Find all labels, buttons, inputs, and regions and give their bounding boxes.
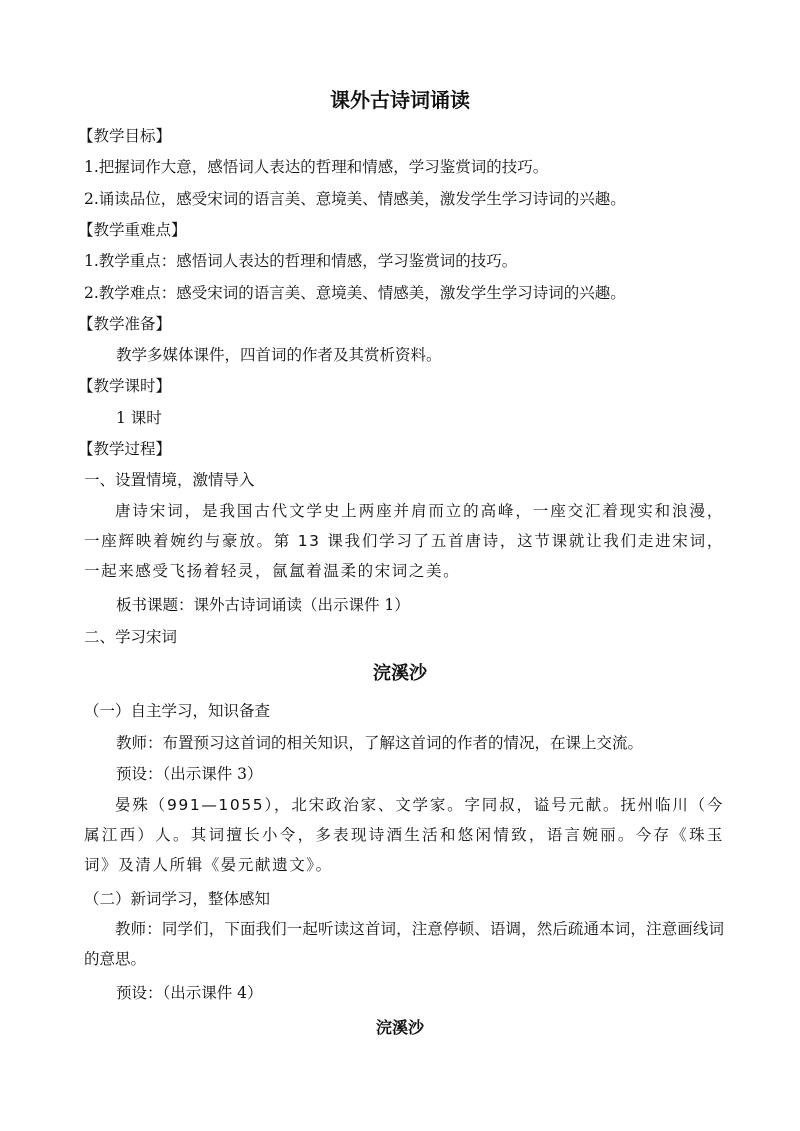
key-point-2: 2.教学难点：感受宋词的语言美、意境美、情感美，激发学生学习诗词的兴趣。 (84, 284, 626, 302)
document-title: 课外古诗词诵读 (330, 88, 470, 112)
goals-heading: 【教学目标】 (78, 127, 172, 145)
preset-2: 预设：（出示课件 4） (116, 984, 263, 1002)
preset-1: 预设：（出示课件 3） (116, 765, 263, 783)
prep-text: 教学多媒体课件，四首词的作者及其赏析资料。 (116, 346, 442, 364)
key-point-1: 1.教学重点：感悟词人表达的哲理和情感，学习鉴赏词的技巧。 (84, 252, 518, 270)
teacher-1: 教师：布置预习这首词的相关知识，了解这首词的作者的情况，在课上交流。 (116, 734, 644, 752)
step-2-heading: 二、学习宋词 (84, 628, 178, 646)
poem-heading: 浣溪沙 (373, 663, 427, 684)
sub-2-heading: （二）新词学习，整体感知 (84, 890, 271, 908)
hours-text: 1 课时 (116, 409, 162, 427)
goal-2: 2.诵读品位，感受宋词的语言美、意境美、情感美，激发学生学习诗词的兴趣。 (84, 190, 626, 208)
teacher-2: 教师：同学们，下面我们一起听读这首词，注意停顿、语调，然后疏通本词，注意画线词的意思。 (84, 920, 724, 968)
step-1-heading: 一、设置情境，激情导入 (84, 471, 255, 489)
key-points-heading: 【教学重难点】 (78, 221, 187, 239)
sub-1-heading: （一）自主学习，知识备查 (84, 702, 271, 720)
goal-1: 1.把握词作大意，感悟词人表达的哲理和情感，学习鉴赏词的技巧。 (84, 158, 549, 176)
hours-heading: 【教学课时】 (78, 377, 172, 395)
author-bio: 晏殊（991—1055），北宋政治家、文学家。字同叔，谥号元献。抚州临川（今属江西）人。其词擅长小令，多表现诗酒生活和悠闲情致，语言婉丽。今存《珠玉词》及清人所辑《晏元献遗文》。 (84, 796, 724, 874)
poem-title-bottom: 浣溪沙 (375, 1018, 424, 1037)
intro-paragraph: 唐诗宋词，是我国古代文学史上两座并肩而立的高峰，一座交汇着现实和浪漫，一座辉映着婉约与豪放。第 13 课我们学习了五首唐诗，这节课就让我们走进宋词，一起来感受飞扬着轻灵，氤氲着温柔的宋词之美。 (84, 502, 724, 580)
prep-heading: 【教学准备】 (78, 315, 172, 333)
process-heading: 【教学过程】 (78, 440, 172, 458)
board-title: 板书课题：课外古诗词诵读（出示课件 1） (116, 596, 410, 614)
